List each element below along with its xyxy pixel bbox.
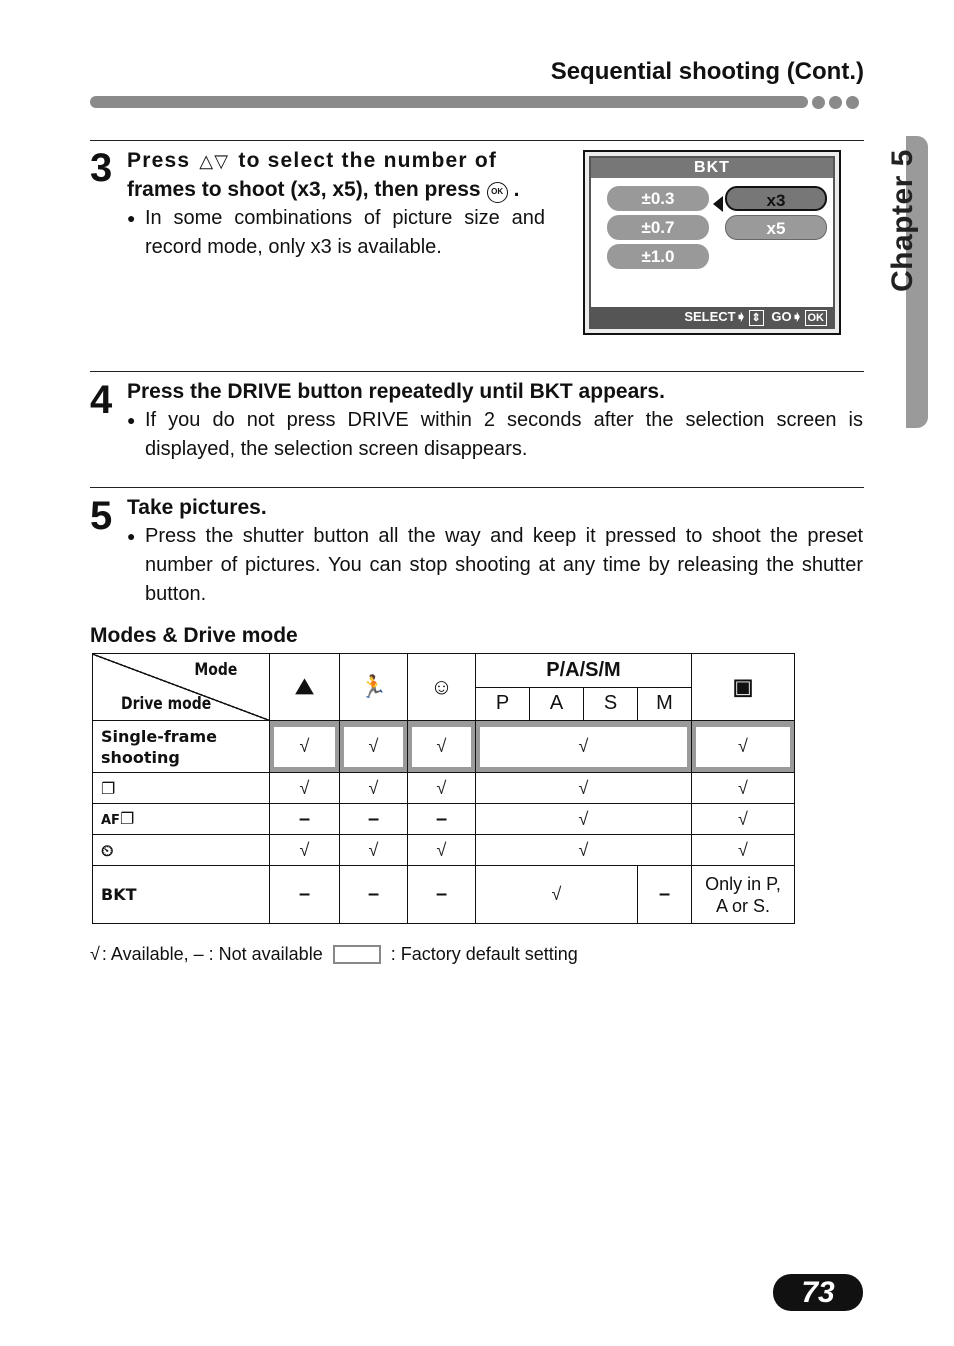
step-number: 5	[90, 494, 113, 538]
mode-p: P	[476, 687, 530, 721]
lcd-option: ±0.3	[607, 186, 709, 211]
table-cell: –	[340, 804, 408, 835]
up-down-arrows-icon: △▽	[199, 151, 230, 171]
table-cell: √	[476, 804, 692, 835]
default-setting-swatch	[333, 945, 381, 964]
table-cell: –	[340, 866, 408, 924]
table-cell: –	[408, 804, 476, 835]
bullet-icon: ●	[127, 412, 136, 428]
table-cell-default: √	[270, 721, 340, 773]
table-cell: –	[270, 804, 340, 835]
mode-a: A	[530, 687, 584, 721]
table-cell: √	[476, 835, 692, 866]
divider	[90, 140, 864, 141]
lcd-option: ±1.0	[607, 244, 709, 269]
divider	[90, 487, 864, 488]
table-cell: –	[408, 866, 476, 924]
lcd-option: x5	[725, 215, 827, 240]
lcd-screen	[583, 150, 841, 335]
page-header-title: Sequential shooting (Cont.)	[550, 58, 864, 85]
table-cell: √	[692, 835, 795, 866]
ok-button-icon: OK	[487, 182, 508, 203]
table-cell: –	[638, 866, 692, 924]
my-mode-icon: ▣	[692, 654, 795, 721]
modes-table	[92, 653, 795, 924]
table-cell: √	[270, 835, 340, 866]
row-label: Single-frame shooting	[93, 721, 270, 773]
table-cell-default: √	[692, 721, 795, 773]
portrait-icon: ☺	[408, 654, 476, 721]
table-cell: √	[692, 773, 795, 804]
bullet-icon: ●	[127, 210, 136, 226]
table-cell: √	[340, 773, 408, 804]
lcd-option-selected: x3	[725, 186, 827, 211]
row-label: BKT	[93, 866, 270, 924]
step-heading: Take pictures.	[127, 496, 267, 519]
divider	[90, 371, 864, 372]
table-cell: √	[408, 835, 476, 866]
step-body: ● If you do not press DRIVE within 2 seconds after the selection screen is displayed, the selection screen disappears.	[145, 406, 863, 464]
table-cell-default: √	[340, 721, 408, 773]
up-down-icon: ⇕	[749, 310, 764, 326]
table-cell-note: Only in P, A or S.	[692, 866, 795, 924]
left-arrow-icon	[713, 196, 723, 212]
table-legend: √ : Available, – : Not available : Factory default setting	[90, 944, 578, 964]
step-heading-2: frames to shoot (x3, x5), then press OK .	[127, 178, 520, 201]
lcd-title: BKT	[591, 158, 833, 178]
header-dots	[812, 96, 859, 109]
table-cell: √	[340, 835, 408, 866]
step-heading: Press the DRIVE button repeatedly until BKT appears.	[127, 380, 665, 403]
step-body: ● In some combinations of picture size and record mode, only x3 is available.	[145, 204, 545, 262]
af-sequential-shooting-icon: AF❐	[93, 804, 270, 835]
mode-s: S	[584, 687, 638, 721]
mode-m: M	[638, 687, 692, 721]
table-cell: –	[270, 866, 340, 924]
table-cell: √	[408, 773, 476, 804]
step-number: 4	[90, 378, 113, 422]
lcd-footer: SELECT➧ ⇕ GO➧ OK	[591, 307, 833, 327]
chapter-label: Chapter 5	[886, 149, 919, 292]
bullet-icon: ●	[127, 528, 136, 544]
table-cell: √	[476, 866, 638, 924]
self-timer-icon: ⏲	[93, 835, 270, 866]
table-cell: √	[692, 804, 795, 835]
table-title: Modes & Drive mode	[90, 624, 298, 647]
header-bar	[90, 96, 808, 108]
pasm-header: P/A/S/M	[476, 654, 692, 688]
sequential-shooting-icon: ❐	[93, 773, 270, 804]
table-cell-default: √	[408, 721, 476, 773]
sports-icon: 🏃	[340, 654, 408, 721]
table-cell-default: √	[476, 721, 692, 773]
page-number: 73	[773, 1274, 863, 1311]
step-heading: Press △▽ to select the number of	[127, 146, 545, 176]
step-body: ● Press the shutter button all the way and keep it pressed to shoot the preset number of pictures. You can stop shooting at any time by releasing the shutter button.	[145, 522, 863, 609]
table-corner: Mode Drive mode	[93, 654, 270, 721]
table-cell: √	[270, 773, 340, 804]
step-number: 3	[90, 146, 113, 190]
lcd-option: ±0.7	[607, 215, 709, 240]
table-cell: √	[476, 773, 692, 804]
landscape-portrait-icon: ⛰	[270, 654, 340, 721]
